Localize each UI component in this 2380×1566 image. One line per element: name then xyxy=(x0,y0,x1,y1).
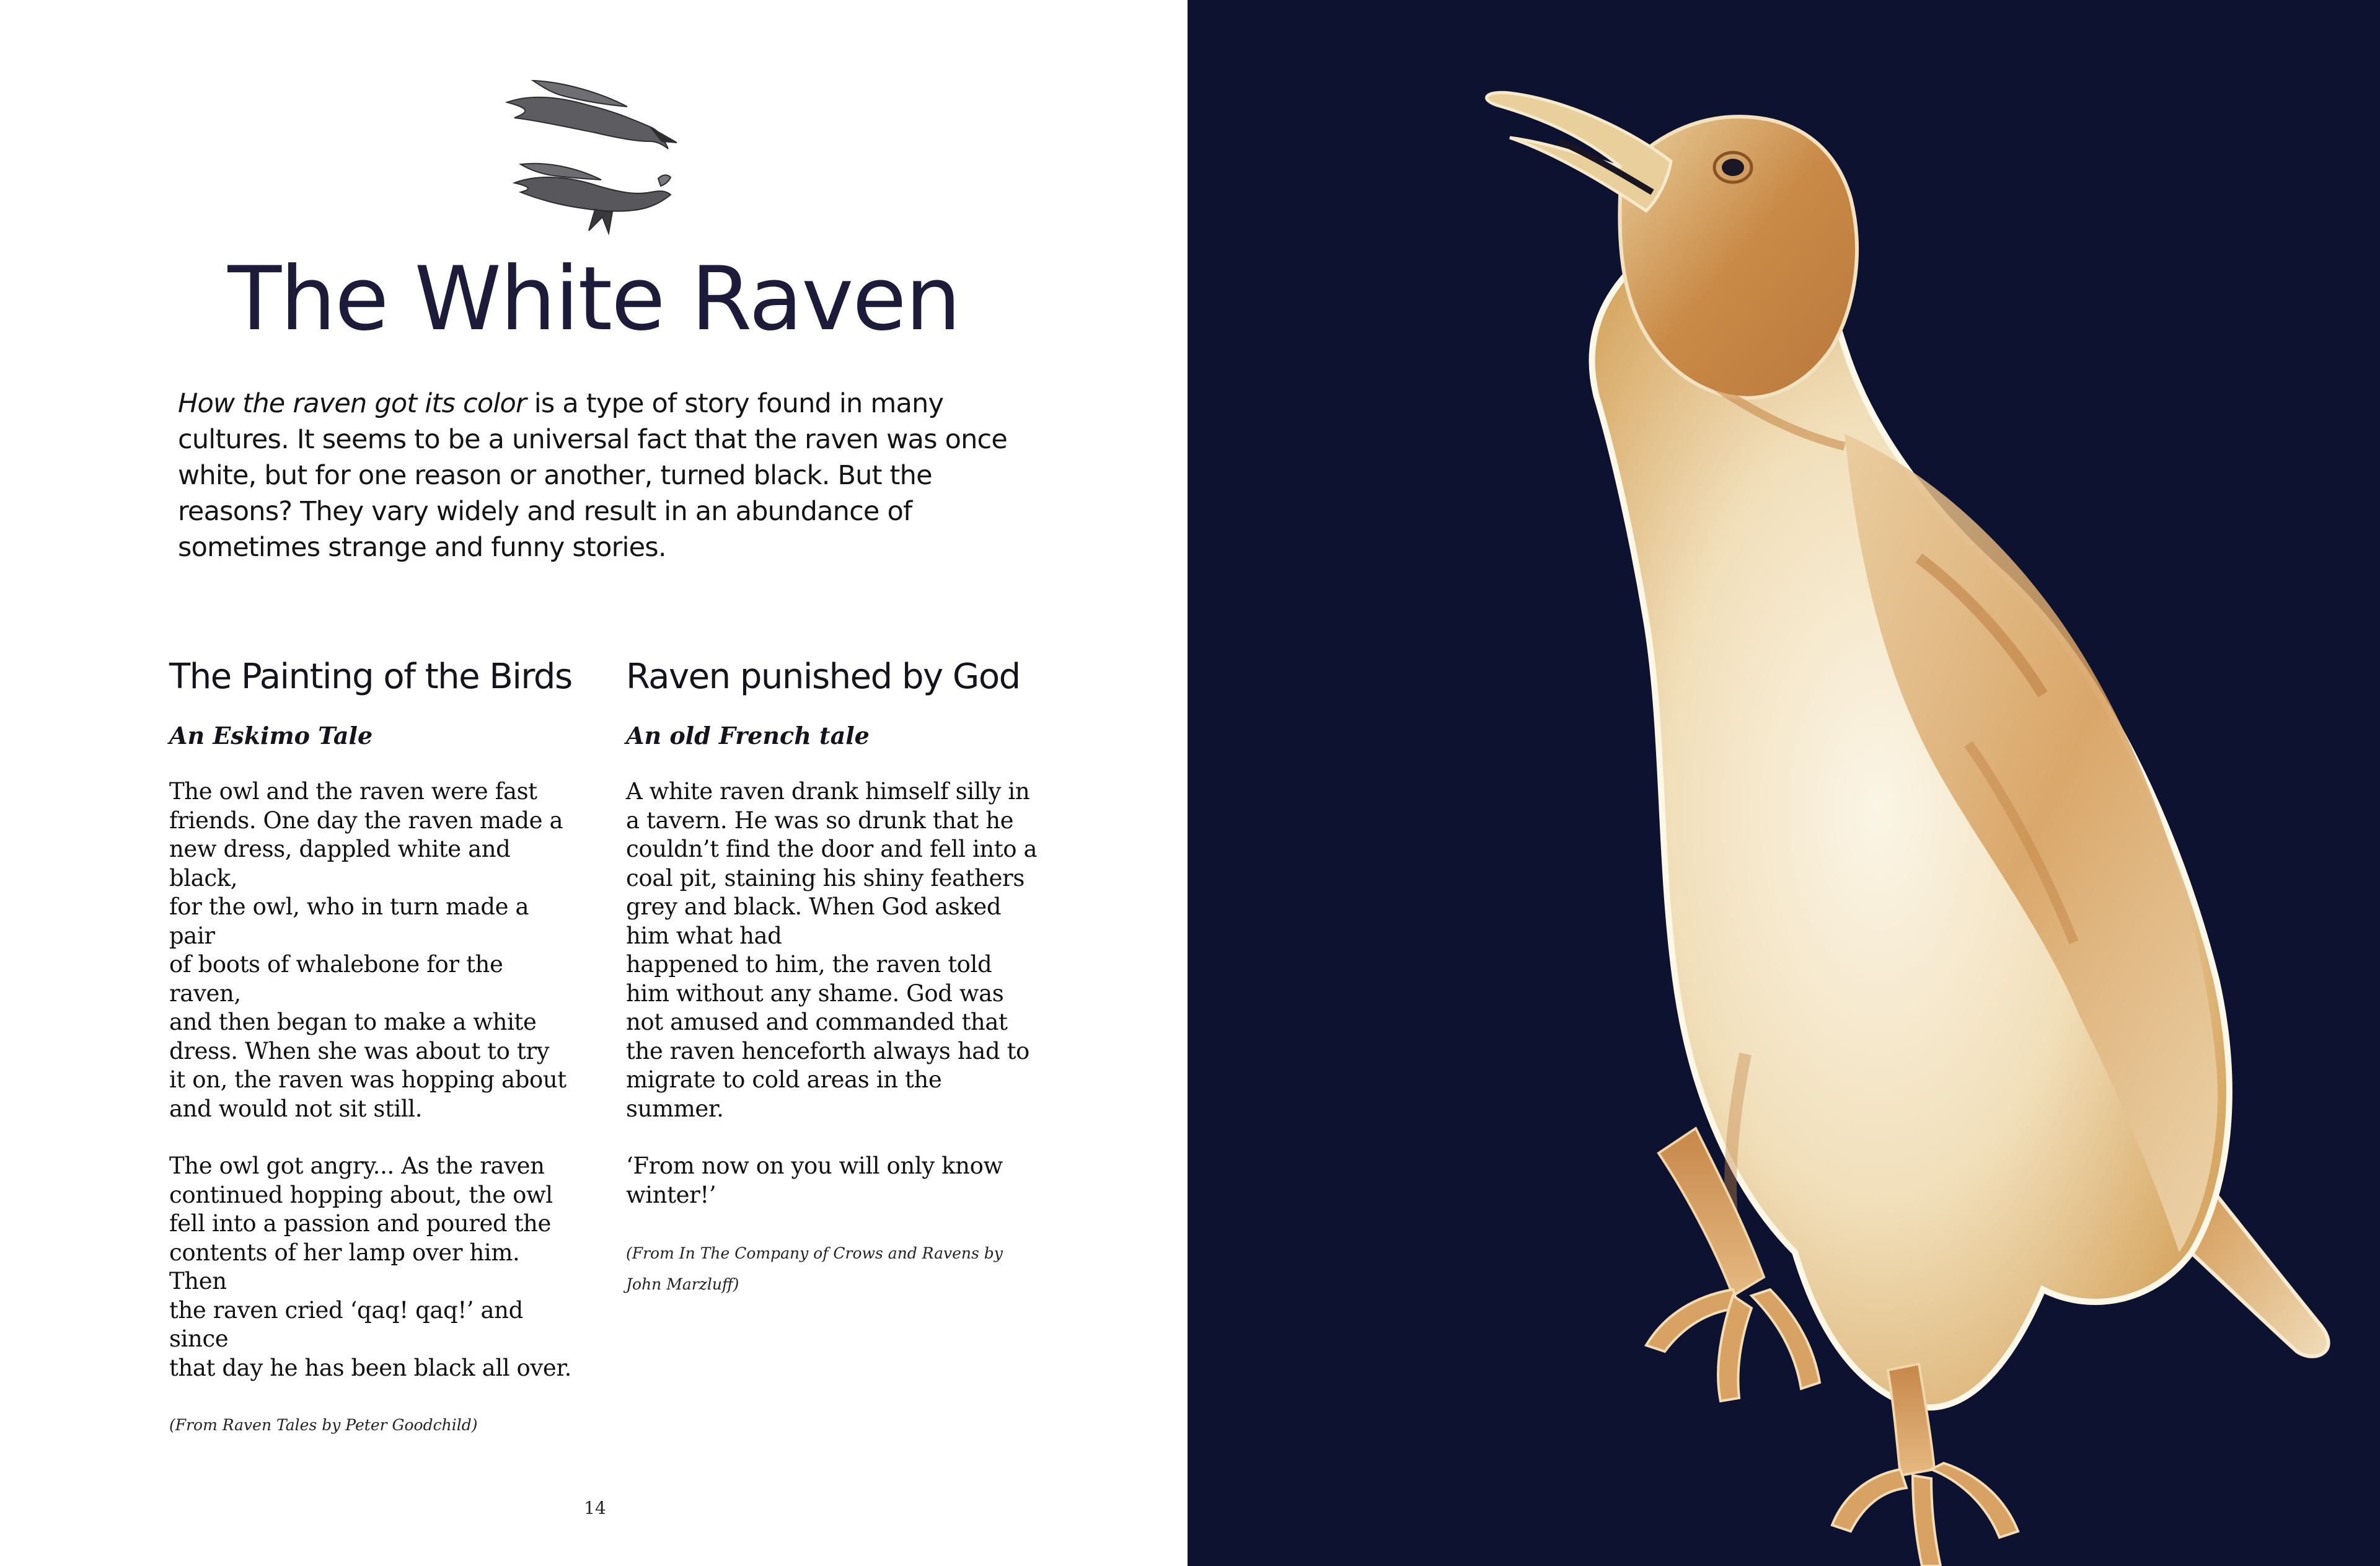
flying-raven-top xyxy=(507,81,677,149)
white-raven-painting xyxy=(1188,0,2380,1566)
raven-eye xyxy=(1722,159,1744,176)
story-heading: The Painting of the Birds xyxy=(169,657,572,697)
page-title: The White Raven xyxy=(227,248,960,350)
story-heading: Raven punished by God xyxy=(626,657,1020,697)
story-paragraph: A white raven drank himself silly in a tavern. He was so drunk that he couldn’t find the door and fell into a coal pit, staining his shiny feathers grey and black. When God asked him what had happened to him, the raven told him without any shame. God was not amused and commanded that the raven henceforth always had to migrate to cold areas in the summer. xyxy=(626,778,1038,1122)
story-subtitle: An Eskimo Tale xyxy=(169,722,373,750)
intro-paragraph xyxy=(178,386,1027,565)
story-column-raven-punished-by-god xyxy=(626,652,1041,1300)
small-ravens-illustration xyxy=(496,68,682,242)
story-column-painting-of-the-birds xyxy=(169,652,578,1440)
flying-raven-bottom xyxy=(514,164,671,233)
story-paragraph: The owl got angry... As the raven continued hopping about, the owl fell into a passion and poured the contents of her lamp over him. Then the raven cried ‘qaq! qaq!’ and since that day he has been black all over. xyxy=(169,1152,572,1381)
story-body xyxy=(626,777,1041,1210)
intro-text: is a type of story found in many cultures. It seems to be a universal fact that the raven was once white, but for one reason or another, turned black. But the reasons? They vary widely and result in an abundance of sometimes strange and funny stories. xyxy=(178,388,1008,563)
left-page xyxy=(0,0,1188,1566)
story-source: (From In The Company of Crows and Ravens by John Marzluff) xyxy=(626,1244,1003,1293)
right-page-illustration xyxy=(1188,0,2380,1566)
story-source: (From Raven Tales by Peter Goodchild) xyxy=(169,1416,478,1434)
raven-right-claws xyxy=(1832,1463,2018,1566)
story-paragraph: ‘From now on you will only know winter!’ xyxy=(626,1152,1003,1208)
page-number: 14 xyxy=(584,1498,606,1518)
story-body xyxy=(169,777,578,1382)
raven-left-claws xyxy=(1646,1290,1820,1401)
story-paragraph: The owl and the raven were fast friends. One day the raven made a new dress, dappled white and black, for the owl, who in turn made a pair of boots of whalebone for the raven, and then began to make a white dress. When she was about to try it on, the raven was hopping about and would not sit still. xyxy=(169,778,566,1122)
intro-italic-lead: How the raven got its color xyxy=(178,388,526,419)
story-subtitle: An old French tale xyxy=(626,722,870,750)
